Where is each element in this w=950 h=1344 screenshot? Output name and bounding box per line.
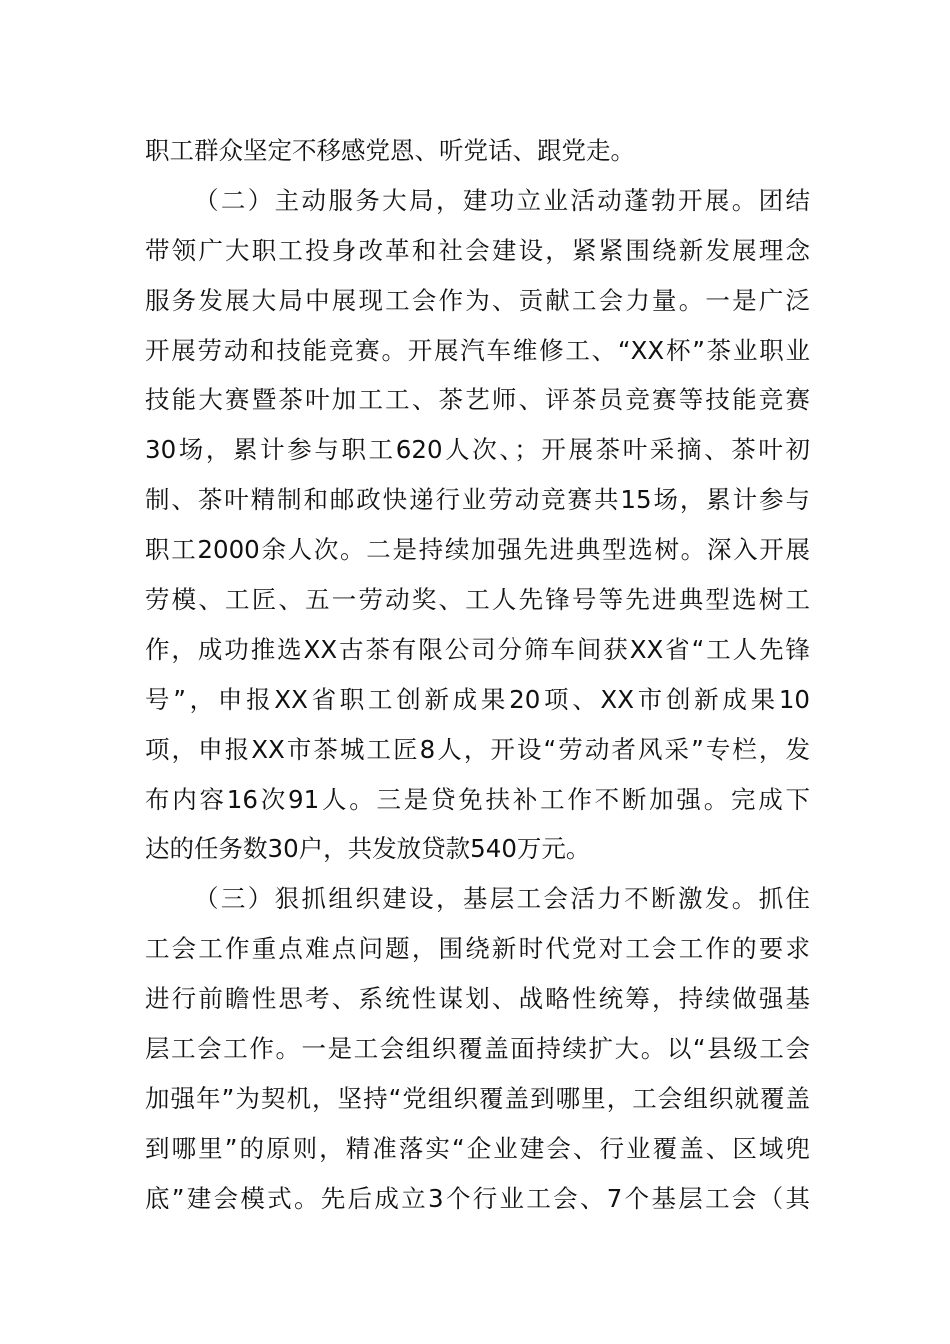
paragraph-line: 30场，累计参与职工620人次、；开展茶叶采摘、茶叶初 xyxy=(145,435,810,465)
paragraph-line: （三）狠抓组织建设，基层工会活力不断激发。抓住 xyxy=(194,884,810,914)
paragraph-line: 开展劳动和技能竞赛。开展汽车维修工、“XX杯”茶业职业 xyxy=(145,335,810,365)
paragraph-line: 号”，申报XX省职工创新成果20项、XX市创新成果10 xyxy=(145,684,810,714)
paragraph-line: 底”建会模式。先后成立3个行业工会、7个基层工会（其 xyxy=(145,1183,810,1213)
paragraph-line: 达的任务数30户，共发放贷款540万元。 xyxy=(145,834,591,864)
paragraph-line: 作，成功推选XX古茶有限公司分筛车间获XX省“工人先锋 xyxy=(145,634,810,664)
paragraph-line: 项，申报XX市茶城工匠8人，开设“劳动者风采”专栏，发 xyxy=(145,734,810,764)
paragraph-line: 劳模、工匠、五一劳动奖、工人先锋号等先进典型选树工 xyxy=(145,585,810,615)
paragraph-line: 带领广大职工投身改革和社会建设，紧紧围绕新发展理念 xyxy=(145,235,810,265)
paragraph-line: 职工2000余人次。二是持续加强先进典型选树。深入开展 xyxy=(145,535,810,565)
body-text xyxy=(145,126,810,1224)
paragraph-line: 技能大赛暨茶叶加工工、茶艺师、评茶员竞赛等技能竞赛 xyxy=(145,385,810,415)
paragraph-line: 职工群众坚定不移感党恩、听党话、跟党走。 xyxy=(145,136,635,165)
paragraph-line: 进行前瞻性思考、系统性谋划、战略性统筹，持续做强基 xyxy=(145,984,810,1014)
paragraph-line: 加强年”为契机，坚持“党组织覆盖到哪里，工会组织就覆盖 xyxy=(145,1083,810,1113)
paragraph-line: 工会工作重点难点问题，围绕新时代党对工会工作的要求 xyxy=(145,934,810,964)
paragraph-line: 层工会工作。一是工会组织覆盖面持续扩大。以“县级工会 xyxy=(145,1034,810,1064)
paragraph-line: 到哪里”的原则，精准落实“企业建会、行业覆盖、区域兜 xyxy=(145,1133,810,1163)
paragraph-line: （二）主动服务大局，建功立业活动蓬勃开展。团结 xyxy=(194,185,810,215)
paragraph-line: 制、茶叶精制和邮政快递行业劳动竞赛共15场，累计参与 xyxy=(145,485,810,515)
paragraph-line: 布内容16次91人。三是贷免扶补工作不断加强。完成下 xyxy=(145,784,810,814)
paragraph-line: 服务发展大局中展现工会作为、贡献工会力量。一是广泛 xyxy=(145,285,810,315)
